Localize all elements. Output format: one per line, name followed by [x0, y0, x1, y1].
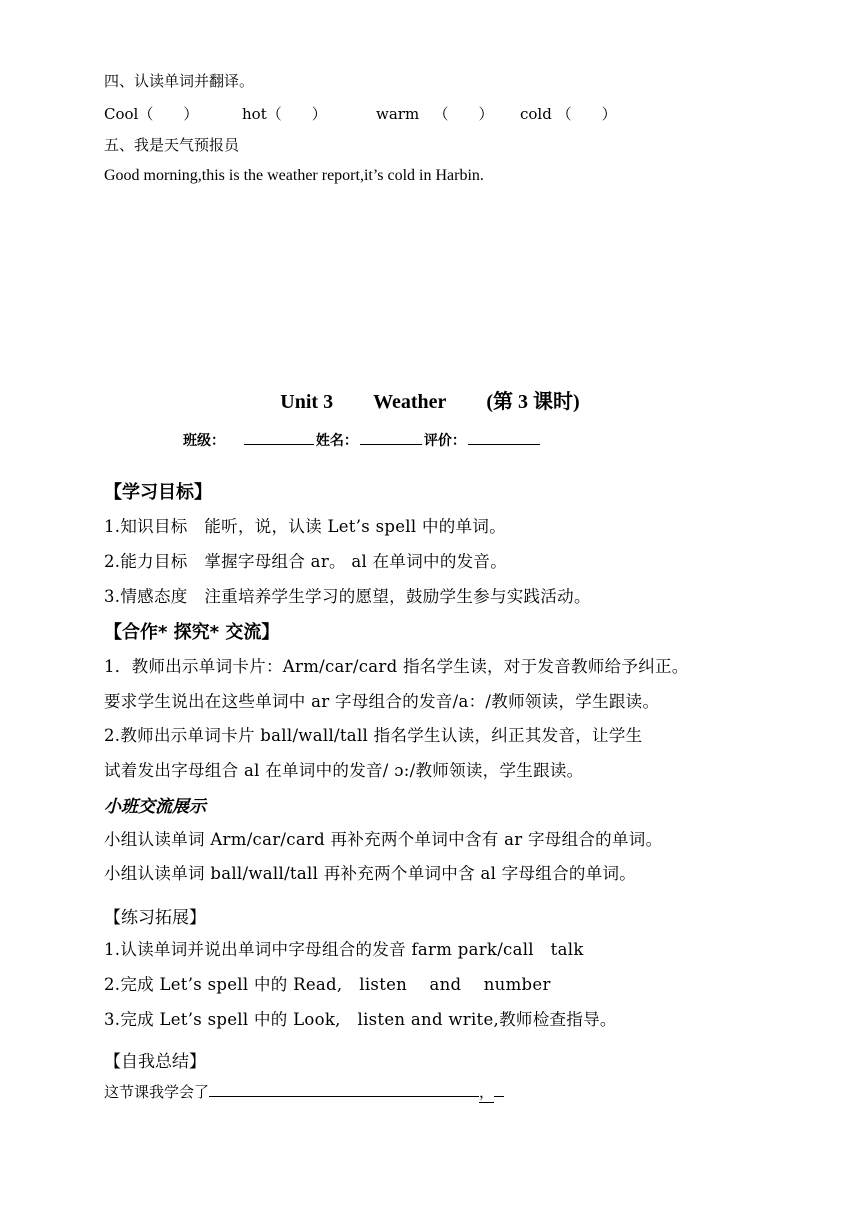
eval-label: 评价：	[423, 433, 466, 449]
word-paren: （ ）	[433, 105, 494, 123]
group-line: 小组认读单词 Arm/car/card 再补充两个单词中含有 ar 字母组合的单词。	[104, 830, 663, 849]
cooperate-line: 要求学生说出在这些单词中 ar 字母组合的发音/a：/教师领读，学生跟读。	[104, 692, 660, 711]
summary-prefix: 这节课我学会了	[104, 1083, 210, 1101]
word-cold	[520, 103, 617, 124]
summary-suffix: ，	[479, 1083, 495, 1101]
cooperate-heading: 【合作* 探究* 交流】	[104, 622, 280, 643]
goal-item: 3.情感态度 注重培养学生学习的愿望，鼓励学生参与实践活动。	[104, 587, 591, 606]
section-4-title: 四、认读单词并翻译。	[104, 72, 255, 90]
name-label: 姓名：	[315, 433, 358, 449]
summary-blank-tail	[494, 1082, 504, 1097]
class-label: 班级：	[183, 433, 225, 449]
weather-report-line: Good morning,this is the weather report,it’s cold in Harbin.	[104, 167, 484, 184]
word-text: hot	[242, 105, 267, 123]
practice-item: 2.完成 Let’s spell 中的 Read, listen and number	[104, 975, 551, 994]
word-hot	[242, 103, 327, 124]
cooperate-line: 1．教师出示单词卡片：Arm/car/card 指名学生读，对于发音教师给予纠正。	[104, 657, 689, 676]
group-line: 小组认读单词 ball/wall/tall 再补充两个单词中含 al 字母组合的单词。	[104, 864, 637, 883]
name-blank[interactable]	[360, 430, 422, 445]
word-paren: （ ）	[556, 105, 617, 123]
word-text: cold	[520, 105, 552, 123]
word-paren: （ ）	[138, 105, 199, 123]
title-unit: Unit 3	[280, 391, 334, 413]
cooperate-line: 试着发出字母组合 al 在单词中的发音/ ɔ:/教师领读，学生跟读。	[104, 761, 584, 780]
summary-line	[104, 1081, 504, 1103]
cooperate-line: 2.教师出示单词卡片 ball/wall/tall 指名学生认读，纠正其发音，让学生	[104, 726, 643, 745]
goal-item: 2.能力目标 掌握字母组合 ar。 al 在单词中的发音。	[104, 552, 508, 571]
practice-item: 3.完成 Let’s spell 中的 Look, listen and write,教师检查指导。	[104, 1010, 617, 1029]
lesson-title	[0, 385, 860, 414]
summary-heading: 【自我总结】	[104, 1052, 206, 1072]
title-topic: Weather	[373, 391, 447, 413]
title-period: (第 3 课时)	[486, 391, 580, 413]
word-paren: （ ）	[266, 105, 327, 123]
group-sub-heading: 小班交流展示	[104, 797, 206, 817]
class-blank[interactable]	[244, 430, 314, 445]
summary-blank[interactable]	[209, 1082, 479, 1097]
practice-item: 1.认读单词并说出单词中字母组合的发音 farm park/call talk	[104, 940, 584, 959]
word-text: warm	[376, 105, 420, 123]
word-text: Cool	[104, 105, 139, 123]
section-5-title: 五、我是天气预报员	[104, 136, 240, 154]
goal-item: 1.知识目标 能听，说，认读 Let’s spell 中的单词。	[104, 517, 506, 536]
word-warm	[376, 103, 494, 124]
goals-heading: 【学习目标】	[104, 482, 212, 503]
practice-heading: 【练习拓展】	[104, 908, 206, 928]
word-cool	[104, 103, 198, 124]
student-info-line	[183, 430, 542, 450]
eval-blank[interactable]	[468, 430, 540, 445]
